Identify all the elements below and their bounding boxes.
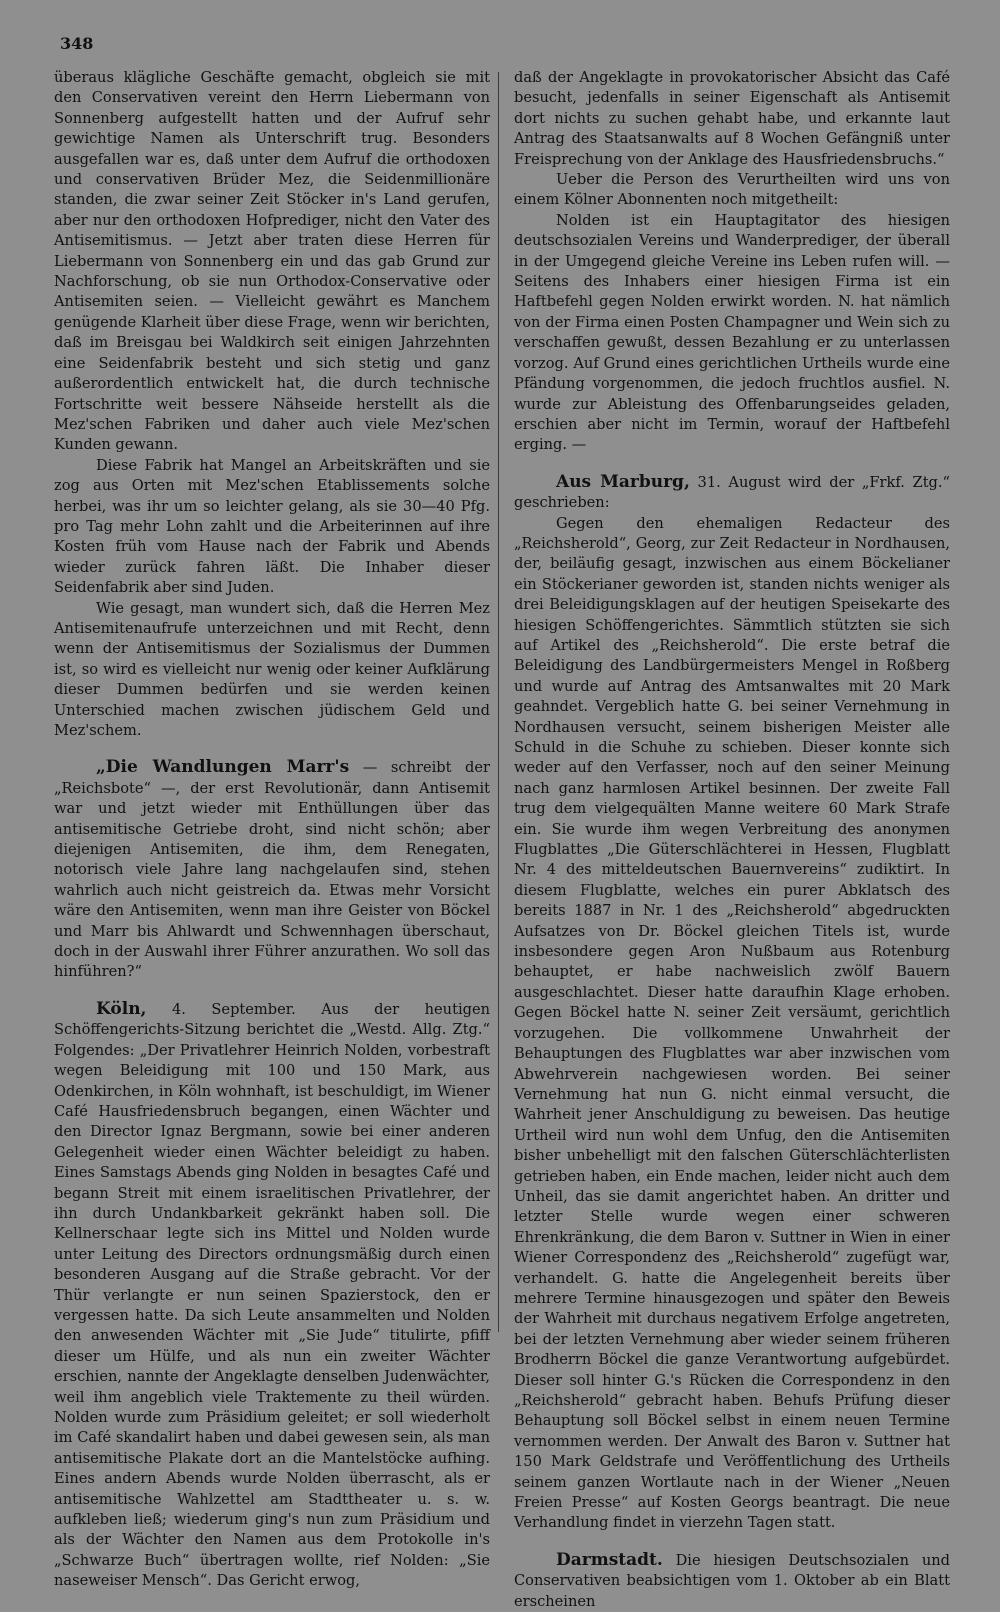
paragraph bbox=[514, 211, 950, 456]
article-text: — schreibt der „Reichsbote“ —, der erst Revolutionär, dann Antisemit war und jetzt wieder mit Enthüllungen über das antisemitische Getriebe droht, sind nicht schön; aber diejenigen Antisemiten, die ihm, dem Renegaten, notorisch viele Jahre lang nachgelaufen sind, stehen wahrlich auch nicht geistreich da. Etwas mehr Vorsicht wäre den Antisemiten, wenn man ihre Geister von Böckel und Marr bis Ahlwardt und Schwennhagen überschaut, doch in der Auswahl ihrer Führer anzurathen. Wo soll das hinführen?“ bbox=[54, 759, 490, 981]
article bbox=[54, 999, 490, 1592]
paragraph bbox=[514, 68, 950, 170]
paragraph bbox=[514, 170, 950, 211]
paragraph-text: daß der Angeklagte in provokatorischer Absicht das Café besucht, jedenfalls in seiner Eigenschaft als Antisemit dort nichts zu suchen gehabt habe, und erkannte laut Antrag des Staatsanwalts auf 8 Wochen Gefängniß unter Freisprechung von der Anklage des Hausfriedensbruchs.“ bbox=[514, 69, 950, 168]
paragraph-text: Wie gesagt, man wundert sich, daß die Herren Mez Antisemitenaufrufe unterzeichnen und mit Recht, denn wenn der Antisemitismus der Sozialismus der Dummen ist, so wird es vielleicht nur wenig oder keiner Aufklärung dieser Dummen bedürfen und sie werden keinen Unterschied machen zwischen jüdischem Geld und Mez'schem. bbox=[54, 599, 490, 739]
article bbox=[514, 472, 950, 514]
article-heading: Köln, bbox=[96, 998, 147, 1019]
article-heading: Aus Marburg, bbox=[556, 471, 690, 492]
article-heading: Darmstadt. bbox=[556, 1549, 663, 1570]
paragraph-text: überaus klägliche Geschäfte gemacht, obgleich sie mit den Conservativen vereint den Herrn Liebermann von Sonnenberg aufgestellt hatten und der Aufruf sehr gewichtige Namen als Unterschrift trug. Besonders ausgefallen war es, daß unter dem Aufruf die orthodoxen und conservativen Brüder Mez, die Seidenmillionäre standen, die zwar seiner Zeit Stöcker in's Land gerufen, aber nur den orthodoxen Hofprediger, nicht den Vater des Antisemitismus. — Jetzt aber traten diese Herren für Liebermann von Sonnenberg ein und das gab Grund zur Nachforschung, ob sie nun Orthodox-Conservative oder Antisemiten seien. — Vielleicht gewährt es Manchem genügende Klarheit über diese Frage, wenn wir berichten, daß im Breisgau bei Waldkirch seit einigen Jahrzehnten eine Seidenfabrik besteht und sich stetig und ganz außerordentlich entwickelt hat, die durch technische Fortschritte weit bessere Nähseide herstellt als die Mez'schen Fabriken und daher auch viele Mez'schen Kunden gewann. bbox=[54, 69, 490, 454]
paragraph-text: Nolden ist ein Hauptagitator des hiesigen deutschsozialen Vereins und Wanderprediger, der überall in der Umgegend gleiche Vereine ins Leben rufen will. — Seitens des Inhabers einer hiesigen Firma ist ein Haftbefehl gegen Nolden erwirkt worden. N. hat nämlich von der Firma einen Posten Champagner und Wein sich zu verschaffen gewußt, dessen Bezahlung er zu unterlassen vorzog. Auf Grund eines gerichtlichen Urtheils wurde eine Pfändung vorgenommen, die jedoch fruchtlos ausfiel. N. wurde zur Ableistung des Offenbarungseides geladen, erschien aber nicht im Termin, worauf der Haftbefehl erging. — bbox=[514, 211, 950, 454]
paragraph bbox=[54, 68, 490, 456]
article bbox=[54, 757, 490, 982]
article-heading: „Die Wandlungen Marr's bbox=[96, 757, 350, 778]
article-text: 31. August wird der „Frkf. Ztg.“ geschrieben: bbox=[514, 473, 951, 512]
paragraph bbox=[54, 456, 490, 599]
paragraph-text: Gegen den ehemaligen Redacteur des „Reichsherold“, Georg, zur Zeit Redacteur in Nordhausen, der, beiläufig gesagt, inzwischen aus einem Böckelianer ein Stöckerianer geworden ist, standen nichts weniger als drei Beleidigungsklagen auf der heutigen Speisekarte des hiesigen Schöffengerichtes. Sämmtlich stützten sie sich auf Artikel des „Reichsherold“. Die erste betraf die Beleidigung des Landbürgermeisters Mengel in Roßberg und wurde auf Antrag des Amtsanwaltes mit 20 Mark geahndet. Vergeblich hatte G. bei seiner Vernehmung in Nordhausen versucht, seinem bisherigen Meister alle Schuld in die Schuhe zu schieben. Dieser konnte sich weder auf den Verfasser, noch auf den seiner Meinung nach ganz harmlosen Artikel besinnen. Der zweite Fall trug dem vielgequälten Manne weitere 60 Mark Strafe ein. Sie wurde ihm wegen Verbreitung des anonymen Flugblattes „Die Güterschlächterei in Hessen, Flugblatt Nr. 4 des mitteldeutschen Bauernvereins“ zudiktirt. In diesem Flugblatte, welches ein purer Abklatsch des bereits 1887 in Nr. 1 des „Reichsherold“ abgedruckten Aufsatzes von Dr. Böckel gleichen Titels ist, wurde insbesondere gegen Aron Nußbaum aus Rotenburg behauptet, er habe nachweislich zwölf Bauern ausgeschlachtet. Dieser hatte daraufhin Klage erhoben. Gegen Böckel hatte N. seiner Zeit versäumt, gerichtlich vorzugehen. Die vollkommene Unwahrheit der Behauptungen des Flugblattes war aber inzwischen vom Abwehrverein nachgewiesen worden. Bei seiner Vernehmung hat nun G. nicht einmal versucht, die Wahrheit jener Anschuldigung zu beweisen. Das heutige Urtheil wird nun wohl dem Unfug, den die Antisemiten bisher unbehelligt mit den falschen Güterschlächterlisten getrieben haben, ein Ende machen, leider nicht auch dem Unheil, das sie damit angerichtet haben. An dritter und letzter Stelle wurde wegen einer schweren Ehrenkränkung, die dem Baron v. Suttner in Wien in einer Wiener Correspondenz des „Reichsherold“ zugefügt war, verhandelt. G. hatte die Angelegenheit bereits über mehrere Termine hinausgezogen und später den Beweis der Wahrheit mit durchaus negativem Erfolge angetreten, bei der letzten Vernehmung aber wieder seinem früheren Brodherrn Böckel die ganze Verantwortung aufgebürdet. Dieser soll hinter G.'s Rücken die Correspondenz in den „Reichsherold“ gebracht haben. Behufs Prüfung dieser Behauptung soll Böckel selbst in einem neuen Termine vernommen werden. Der Anwalt des Baron v. Suttner hat 150 Mark Geldstrafe und Veröffentlichung des Urtheils seinem ganzen Wortlaute nach in der Wiener „Neuen Freien Presse“ auf Kosten Georgs beantragt. Die neue Verhandlung findet in vierzehn Tagen statt. bbox=[514, 514, 950, 1532]
column-divider bbox=[498, 72, 499, 1332]
paragraph bbox=[54, 599, 490, 742]
right-column bbox=[514, 68, 950, 1612]
article-text: Die hiesigen Deutschsozialen und Conservativen beabsichtigen vom 1. Oktober ab ein Blatt erscheinen bbox=[514, 1551, 950, 1610]
article bbox=[514, 1550, 950, 1612]
paragraph-text: Ueber die Person des Verurtheilten wird uns von einem Kölner Abonnenten noch mitgetheilt: bbox=[514, 171, 950, 209]
page-number: 348 bbox=[60, 34, 94, 53]
paragraph-text: Diese Fabrik hat Mangel an Arbeitskräften und sie zog aus Orten mit Mez'schen Etablissements solche herbei, was ihr um so leichter gelang, als sie 30—40 Pfg. pro Tag mehr Lohn zahlt und die Arbeiterinnen auf ihre Kosten früh vom Hause nach der Fabrik und Abends wieder zurück fahren läßt. Die Inhaber dieser Seidenfabrik aber sind Juden. bbox=[54, 456, 490, 597]
article-text: 4. September. Aus der heutigen Schöffengerichts-Sitzung berichtet die „Westd. Allg. Ztg.“ Folgendes: „Der Privatlehrer Heinrich Nolden, vorbestraft wegen Beleidigung mit 100 und 150 Mark, aus Odenkirchen, in Köln wohnhaft, ist beschuldigt, im Wiener Café Hausfriedensbruch begangen, einen Wächter und den Director Ignaz Bergmann, sowie bei einer anderen Gelegenheit wieder einen Wächter beleidigt zu haben. Eines Samstags Abends ging Nolden in besagtes Café und begann Streit mit einem israelitischen Privatlehrer, der ihn durch Undankbarkeit gekränkt haben soll. Die Kellnerschaar legte sich ins Mittel und Nolden wurde unter Leitung des Directors ordnungsmäßig durch einen besonderen Ausgang auf die Straße gebracht. Vor der Thür verlangte er nun seinen Spazierstock, den er vergessen hatte. Da sich Leute ansammelten und Nolden den anwesenden Wächter mit „Sie Jude“ titulirte, pfiff dieser um Hülfe, und als nun ein zweiter Wächter erschien, nannte der Angeklagte denselben Judenwächter, weil ihm angeblich viele Traktemente zu theil würden. Nolden wurde zum Präsidium geleitet; er soll wiederholt im Café skandalirt haben und dabei gewesen sein, als man antisemitische Plakate dort an die Mantelstöcke aufhing. Eines andern Abends wurde Nolden überrascht, als er antisemitische Wahlzettel am Stadttheater u. s. w. aufkleben ließ; wiederum ging's nun zum Präsidium und als der Wächter den Namen aus dem Protokolle in's „Schwarze Buch“ übertragen wollte, rief Nolden: „Sie naseweiser Mensch“. Das Gericht erwog, bbox=[54, 1000, 490, 1590]
paragraph bbox=[514, 514, 950, 1534]
left-column bbox=[54, 68, 490, 1592]
